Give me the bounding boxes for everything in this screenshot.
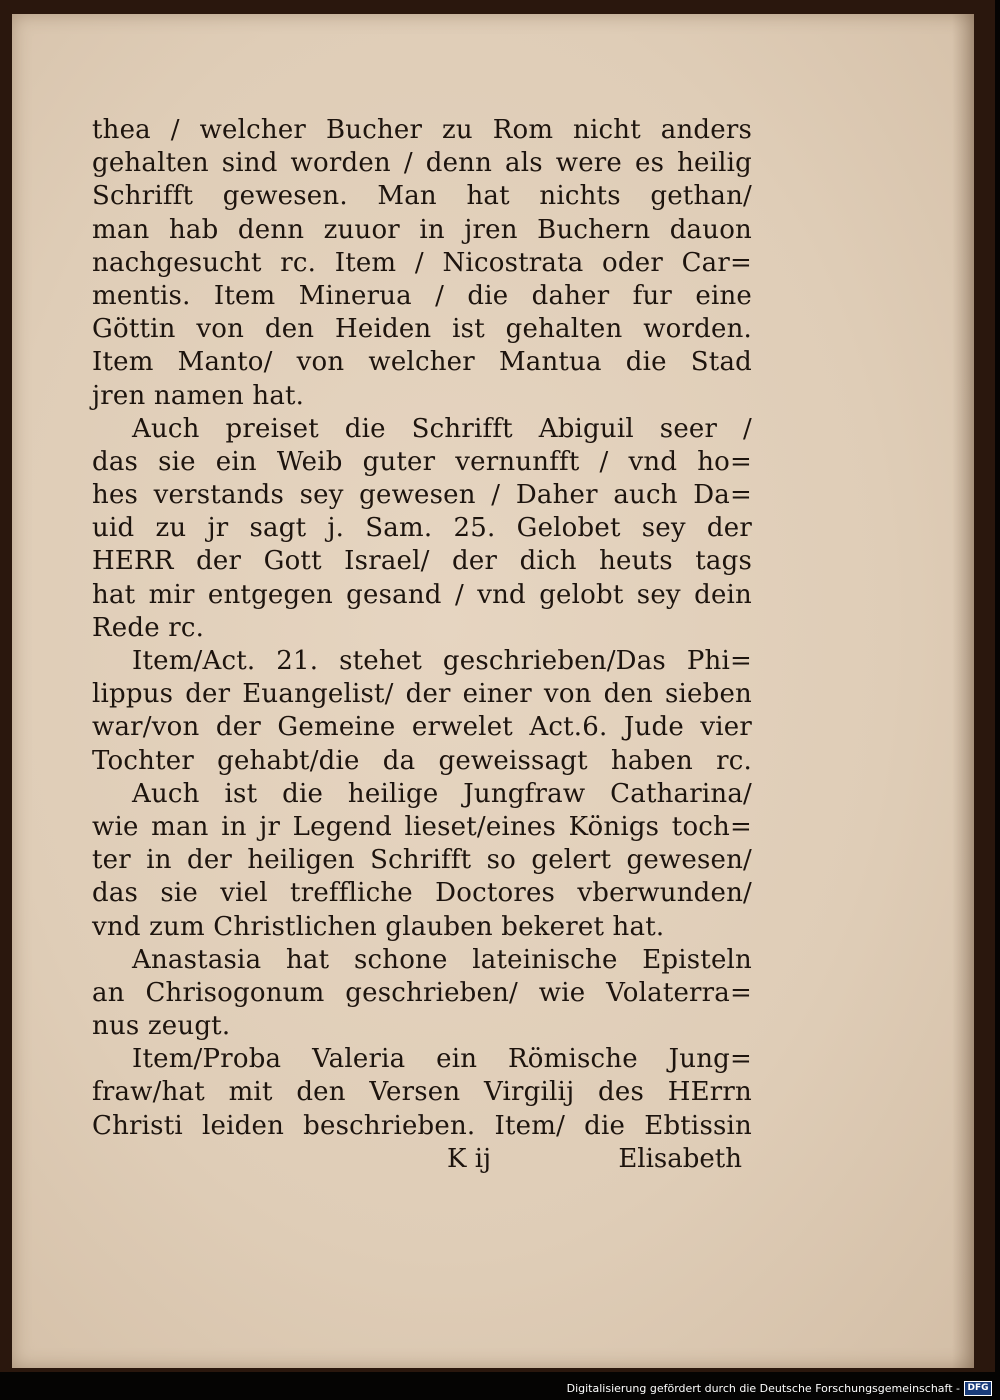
text-line: mentis. Item Minerua / die daher fur eine [92, 280, 752, 311]
text-line: uid zu jr sagt j. Sam. 25. Gelobet sey der [92, 513, 752, 544]
text-line: Item Manto/ von welcher Mantua die Stad [92, 347, 752, 378]
catchword: Elisabeth [618, 1144, 742, 1174]
page-text-block [92, 114, 752, 1143]
text-line: Item/Act. 21. stehet geschrieben/Das Phi= [132, 646, 752, 676]
text-line: nachgesucht rc. Item / Nicostrata oder Car= [92, 247, 752, 278]
text-line: Auch ist die heilige Jungfraw Catharina/ [132, 778, 752, 809]
text-line: das sie ein Weib guter vernunfft / vnd ho= [92, 446, 752, 477]
text-line: Auch preiset die Schrifft Abiguil seer / [132, 413, 752, 444]
text-line: jren namen hat. [92, 380, 305, 411]
text-line: thea / welcher Bucher zu Rom nicht anders [92, 115, 752, 145]
funding-credit [567, 1379, 992, 1397]
text-line: nus zeugt. [92, 1011, 231, 1042]
text-line: HERR der Gott Israel/ der dich heuts tags [92, 546, 752, 577]
text-line: Rede rc. [92, 612, 205, 643]
text-line: Schrifft gewesen. Man hat nichts gethan/ [92, 181, 752, 212]
text-line: Göttin von den Heiden ist gehalten worden. [92, 314, 752, 345]
text-line: war/von der Gemeine erwelet Act.6. Jude vier [92, 712, 752, 743]
page-footer-line [92, 1144, 742, 1178]
text-line: man hab denn zuuor in jren Buchern dauon [92, 214, 752, 245]
text-line: Christi leiden beschrieben. Item/ die Ebtissin [92, 1110, 752, 1141]
book-page [12, 14, 974, 1368]
text-line: Tochter gehabt/die da geweissagt haben rc. [92, 745, 752, 776]
funding-credit-text: Digitalisierung gefördert durch die Deutsche Forschungsgemeinschaft - [566, 1381, 960, 1395]
page-gutter-shadow [952, 14, 974, 1368]
text-line: ter in der heiligen Schrifft so gelert gewesen/ [92, 845, 752, 876]
text-line: fraw/hat mit den Versen Virgilij des HErrn [92, 1077, 752, 1108]
text-line: lippus der Euangelist/ der einer von den sieben [92, 679, 752, 710]
text-line: hat mir entgegen gesand / vnd gelobt sey dein [92, 579, 752, 610]
text-line: das sie viel treffliche Doctores vberwunden/ [92, 878, 752, 909]
text-line: gehalten sind worden / denn als were es heilig [92, 148, 752, 179]
text-line: Item/Proba Valeria ein Römische Jung= [132, 1044, 752, 1075]
text-line: an Chrisogonum geschrieben/ wie Volaterra= [92, 977, 752, 1008]
dfg-logo: DFG [964, 1381, 992, 1396]
text-line: wie man in jr Legend lieset/eines Königs toch= [92, 811, 752, 842]
text-line: vnd zum Christlichen glauben bekeret hat. [92, 911, 665, 942]
text-line: hes verstands sey gewesen / Daher auch Da= [92, 480, 752, 511]
text-line: Anastasia hat schone lateinische Episteln [132, 944, 752, 975]
signature-mark: K ij [447, 1144, 492, 1174]
